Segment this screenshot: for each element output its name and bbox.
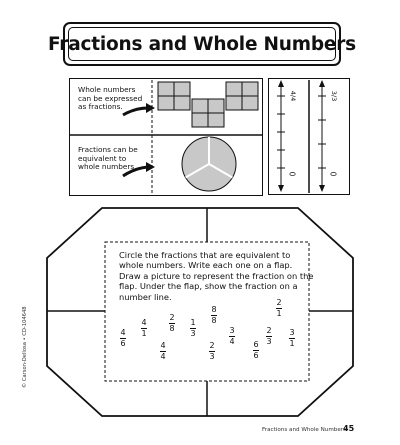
fraction-item: 2 3 [209, 341, 215, 361]
page-title: Fractions and Whole Numbers [48, 33, 356, 55]
number-line-left-fraction: 4/4 [289, 90, 298, 102]
fraction-item: 2 1 [276, 298, 282, 318]
fraction-item: 6 6 [253, 340, 259, 360]
fraction-item: 4 4 [160, 341, 166, 361]
fraction-item: 8 8 [211, 305, 217, 325]
number-line-left-start: 0 [287, 171, 297, 177]
fraction-item: 1 3 [190, 318, 196, 338]
fraction-item: 3 4 [229, 326, 235, 346]
page-number: 45 [343, 424, 355, 433]
fraction-item: 3 1 [289, 328, 295, 348]
fraction-item: 2 3 [266, 326, 272, 346]
number-line-right-start: 0 [328, 171, 338, 177]
fraction-item: 4 1 [141, 318, 147, 338]
caption-equivalent-fractions: Fractions can be equivalent to whole numbers. [78, 145, 138, 172]
number-line-right-fraction: 3/3 [330, 90, 339, 102]
caption-whole-numbers: Whole numbers can be expressed as fractions. [78, 85, 143, 112]
fraction-item: 4 6 [120, 328, 126, 348]
copyright-credit: © Carson-Dellosa • CD-104648 [22, 306, 28, 388]
instructions-text: Circle the fractions that are equivalent to whole numbers. Write each one on a flap. Draw a picture to represent the fraction on the flap. Under the flap, show the fraction on a number line. [119, 250, 314, 302]
fraction-item: 2 8 [169, 313, 175, 333]
footer-title: Fractions and Whole Numbers [262, 427, 346, 433]
